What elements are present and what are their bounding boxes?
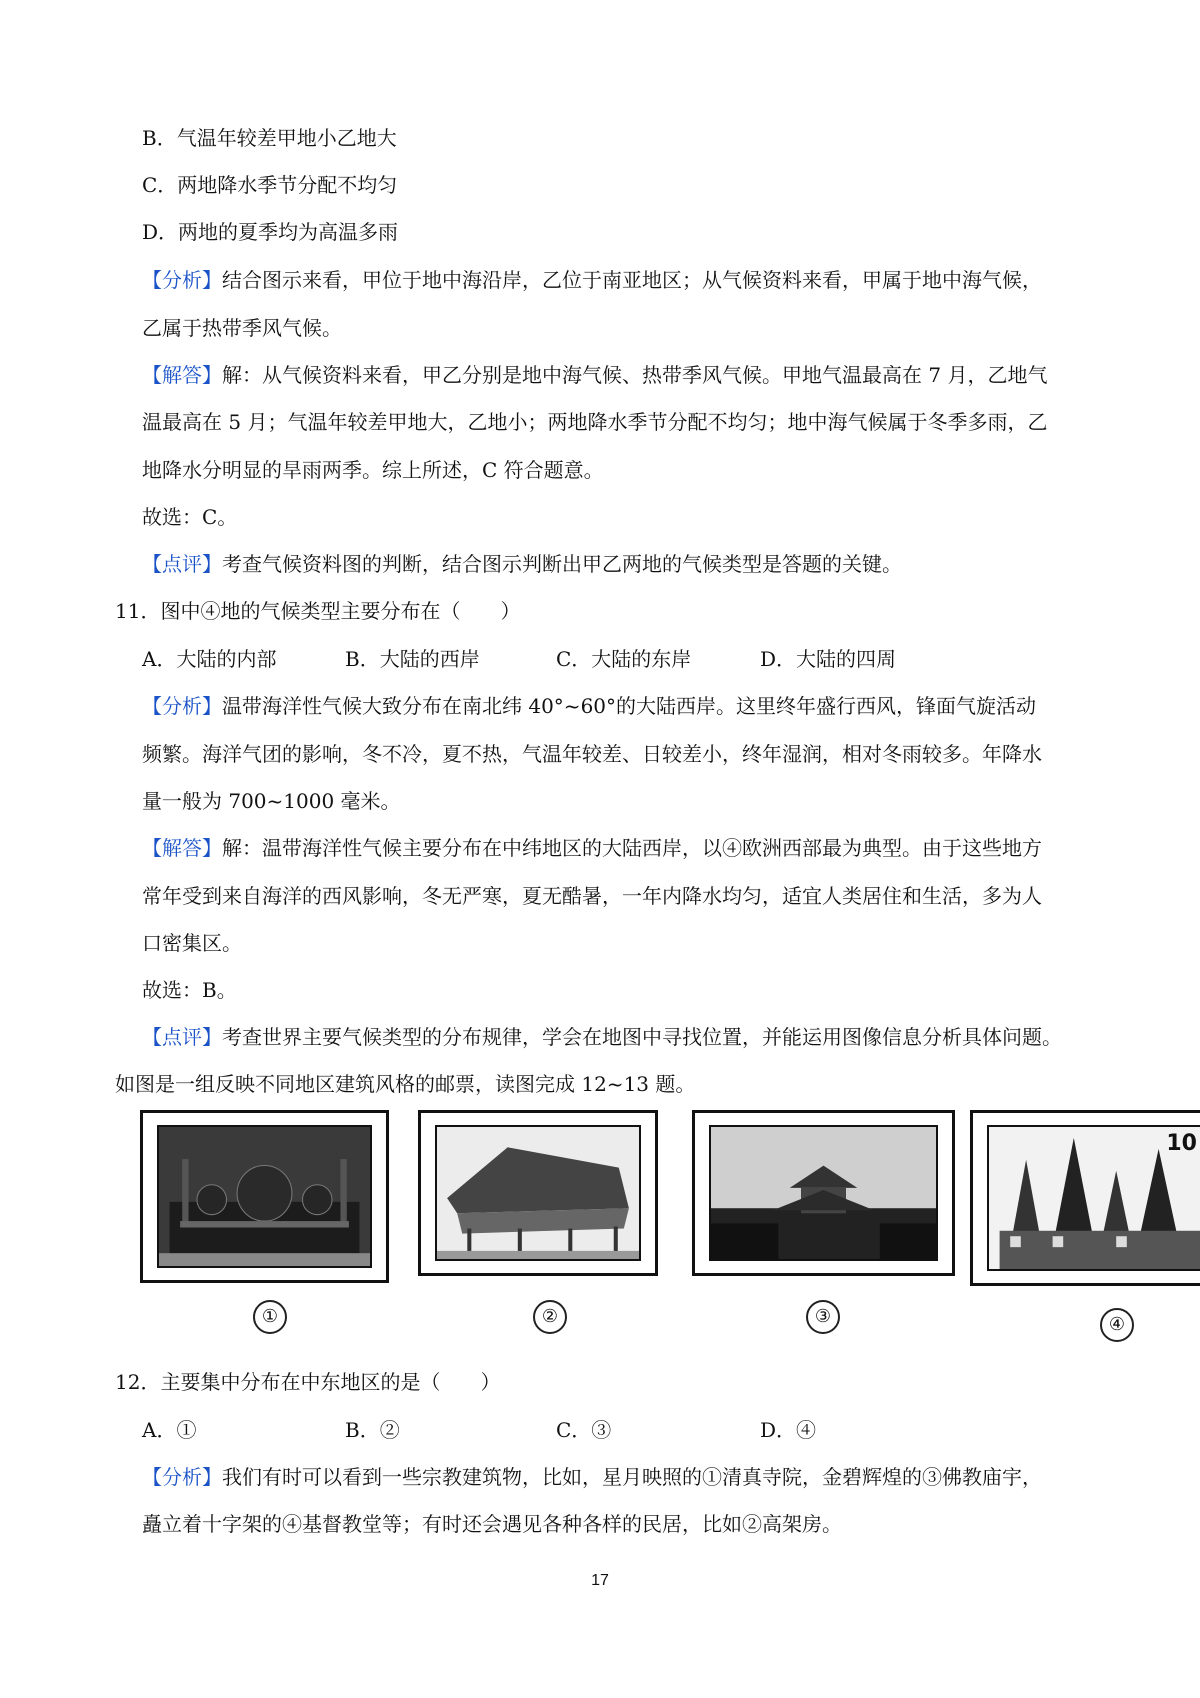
analysis-paragraph [142,692,1036,720]
stamps-figure [140,1110,1200,1340]
selection-text: 故选：B。 [142,978,237,1002]
analysis-text: 量一般为 700~1000 毫米。 [142,789,401,813]
question-11: 11．图中④地的气候类型主要分布在（ ） [115,599,521,623]
option-b: B．气温年较差甲地小乙地大 [142,126,397,150]
stamp-temple [692,1110,955,1276]
comment-tag: 【点评】 [142,552,222,576]
option-b: B．大陆的西岸 [345,647,480,671]
option-c: C．大陆的东岸 [556,647,692,671]
page-number: 17 [591,1572,609,1589]
stamp-label-2: ② [533,1300,567,1334]
answer-tag: 【解答】 [142,836,222,860]
analysis-text: 乙属于热带季风气候。 [142,316,342,340]
analysis-paragraph [142,1463,1042,1491]
answer-text: 常年受到来自海洋的西风影响，冬无严寒，夏无酷暑，一年内降水均匀，适宜人类居住和生活，多为人 [142,884,1042,908]
option-c: C．③ [556,1418,612,1442]
analysis-text: 矗立着十字架的④基督教堂等；有时还会遇见各种各样的民居，比如②高架房。 [142,1512,842,1536]
mosque-illustration [159,1127,370,1266]
question-12: 12．主要集中分布在中东地区的是（ ） [115,1370,501,1394]
answer-text: 温最高在 5 月；气温年较差甲地大，乙地小；两地降水季节分配不均匀；地中海气候属于冬季多雨，乙 [142,410,1048,434]
stamp-mosque [140,1110,389,1283]
comment-text: 考查气候资料图的判断，结合图示判断出甲乙两地的气候类型是答题的关键。 [222,552,902,576]
answer-text: 地降水分明显的旱雨两季。综上所述，C 符合题意。 [142,458,604,482]
comment-paragraph [142,1023,1062,1051]
option-c: C．两地降水季节分配不均匀 [142,173,398,197]
analysis-text: 温带海洋性气候大致分布在南北纬 40°~60°的大陆西岸。这里终年盛行西风，锋面气旋活动 [222,694,1037,718]
stamp-stilt-house [418,1110,658,1276]
analysis-tag: 【分析】 [142,1465,222,1489]
stamp-church [970,1110,1200,1286]
analysis-tag: 【分析】 [142,694,222,718]
answer-text: 解：从气候资料来看，甲乙分别是地中海气候、热带季风气候。甲地气温最高在 7 月，乙地气 [222,363,1048,387]
analysis-paragraph [142,266,1042,294]
analysis-text: 我们有时可以看到一些宗教建筑物，比如，星月映照的①清真寺院，金碧辉煌的③佛教庙宇， [222,1465,1042,1489]
comment-tag: 【点评】 [142,1025,222,1049]
stamp-label-4: ④ [1100,1308,1134,1342]
option-d: D．大陆的四周 [760,647,897,671]
analysis-tag: 【分析】 [142,268,222,292]
stamp-label-3: ③ [806,1300,840,1334]
intro-text: 如图是一组反映不同地区建筑风格的邮票，读图完成 12~13 题。 [115,1072,696,1096]
analysis-text: 频繁。海洋气团的影响，冬不冷，夏不热，气温年较差、日较差小，终年湿润，相对冬雨较多。年降水 [142,742,1042,766]
stilt-house-illustration [437,1127,639,1259]
stamp-value: 10 [1166,1131,1197,1156]
answer-tag: 【解答】 [142,363,222,387]
option-d: D．④ [760,1418,817,1442]
option-a: A．大陆的内部 [142,647,277,671]
option-d: D．两地的夏季均为高温多雨 [142,220,399,244]
option-a: A．① [142,1418,197,1442]
analysis-text: 结合图示来看，甲位于地中海沿岸，乙位于南亚地区；从气候资料来看，甲属于地中海气候， [222,268,1042,292]
answer-paragraph [142,361,1047,389]
option-b: B．② [345,1418,400,1442]
comment-paragraph [142,550,902,578]
answer-text: 口密集区。 [142,931,242,955]
answer-text: 解：温带海洋性气候主要分布在中纬地区的大陆西岸，以④欧洲西部最为典型。由于这些地方 [222,836,1042,860]
stamp-label-1: ① [253,1300,287,1334]
comment-text: 考查世界主要气候类型的分布规律，学会在地图中寻找位置，并能运用图像信息分析具体问题。 [222,1025,1062,1049]
answer-paragraph [142,834,1042,862]
selection-text: 故选：C。 [142,505,238,529]
temple-illustration [711,1127,936,1259]
